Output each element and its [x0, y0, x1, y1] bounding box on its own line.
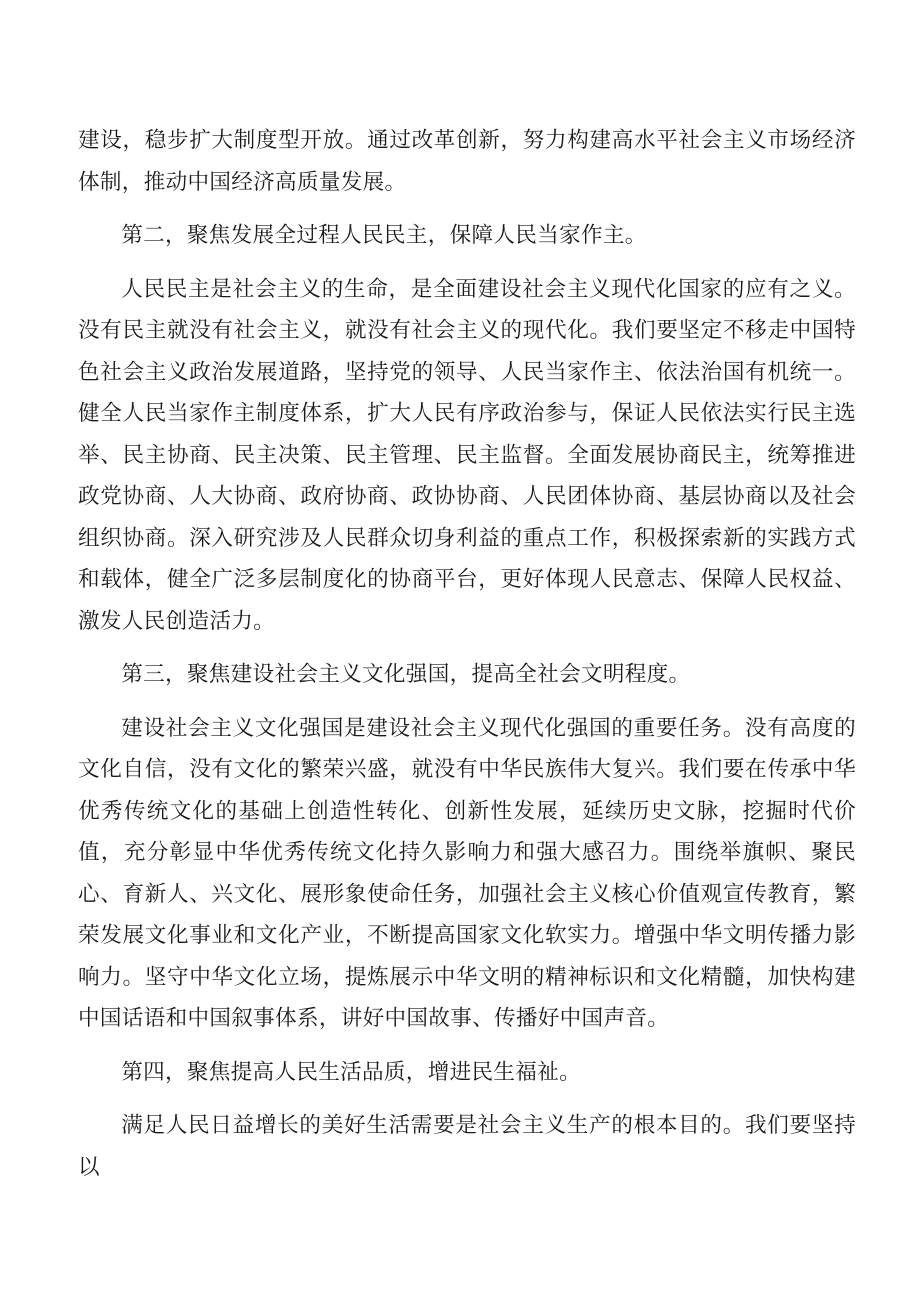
document-page	[78, 120, 856, 1188]
section-heading-4: 第四，聚焦提高人民生活品质，增进民生福祉。	[121, 1059, 581, 1085]
paragraph-3: 人民民主是社会主义的生命，是全面建设社会主义现代化国家的应有之义。没有民主就没有社会主义，就没有社会主义的现代化。我们要坚定不移走中国特色社会主义政治发展道路，坚持党的领导、人民当家作主、依法治国有机统一。健全人民当家作主制度体系，扩大人民有序政治参与，保证人民依法实行民主选举、民主协商、民主决策、民主管理、民主监督。全面发展协商民主，统筹推进政党协商、人大协商、政府协商、政协协商、人民团体协商、基层协商以及社会组织协商。深入研究涉及人民群众切身利益的重点工作，积极探索新的实践方式和载体，健全广泛多层制度化的协商平台，更好体现人民意志、保障人民权益、激发人民创造活力。	[78, 276, 856, 634]
section-heading-2: 第二，聚焦发展全过程人民民主，保障人民当家作主。	[121, 223, 647, 248]
paragraph-5: 建设社会主义文化强国是建设社会主义现代化强国的重要任务。没有高度的文化自信，没有文化的繁荣兴盛，就没有中华民族伟大复兴。我们要在传承中华优秀传统文化的基础上创造性转化、创新性发展，延续历史文脉，挖掘时代价值，充分彰显中华优秀传统文化持久影响力和强大感召力。围绕举旗帜、聚民心、育新人、兴文化、展形象使命任务，加强社会主义核心价值观宣传教育，繁荣发展文化事业和文化产业，不断提高国家文化软实力。增强中华文明传播力影响力。坚守中华文化立场，提炼展示中华文明的精神标识和文化精髓，加快构建中国话语和中国叙事体系，讲好中国故事、传播好中国声音。	[78, 715, 856, 1031]
section-heading-3: 第三，聚焦建设社会主义文化强国，提高全社会文明程度。	[121, 662, 691, 687]
paragraph-1: 建设，稳步扩大制度型开放。通过改革创新，努力构建高水平社会主义市场经济体制，推动中国经济高质量发展。	[78, 128, 856, 195]
paragraph-7: 满足人民日益增长的美好生活需要是社会主义生产的根本目的。我们要坚持以	[78, 1113, 856, 1180]
